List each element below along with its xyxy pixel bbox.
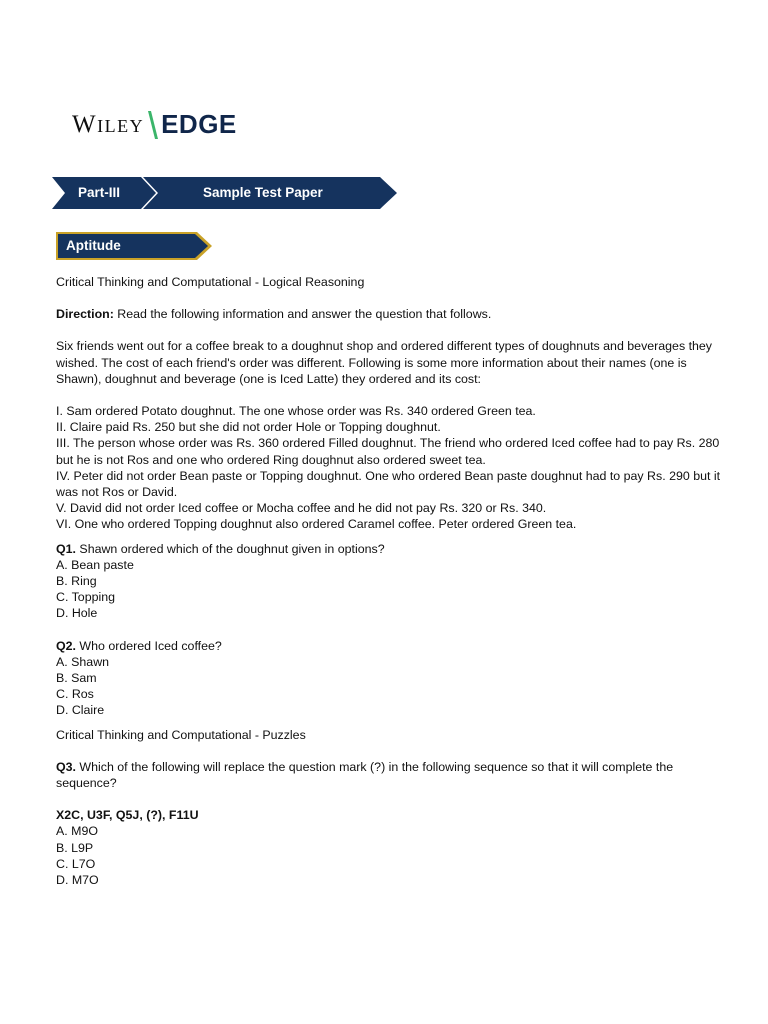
option: C. Topping <box>56 590 116 605</box>
option: A. M9O <box>56 824 98 839</box>
intro-paragraph: Six friends went out for a coffee break to a doughnut shop and ordered different types of doughnuts and beverages they wished. The cost of each friend's order was different. Following is some more information about their names (one is Shawn), doughnut and beverage (one is Iced Latte) they ordered and its cost: <box>56 339 713 386</box>
option: D. Hole <box>56 606 98 621</box>
direction <box>56 306 728 322</box>
logo-wiley: Wiley <box>72 110 145 138</box>
clue: II. Claire paid Rs. 250 but she did not order Hole or Topping doughnut. <box>56 420 441 435</box>
question-1-label: Q1. <box>56 541 76 556</box>
option: A. Shawn <box>56 654 110 669</box>
clue: VI. One who ordered Topping doughnut also ordered Caramel coffee. Peter ordered Green tea. <box>56 517 577 532</box>
clue: I. Sam ordered Potato doughnut. The one whose order was Rs. 340 ordered Green tea. <box>56 404 536 419</box>
option: D. M7O <box>56 873 99 888</box>
question-1-text: Shawn ordered which of the doughnut given in options? <box>75 541 385 556</box>
question-3-sequence: X2C, U3F, Q5J, (?), F11U <box>56 808 199 823</box>
heading-puzzles: Critical Thinking and Computational - Puzzles <box>56 727 306 742</box>
option: A. Bean paste <box>56 557 134 572</box>
wiley-edge-logo <box>72 104 237 144</box>
option: B. Sam <box>56 671 97 686</box>
part-banner <box>50 176 400 210</box>
option: B. L9P <box>56 840 94 855</box>
section-tag-aptitude <box>56 231 216 261</box>
logo-edge: EDGE <box>161 109 237 139</box>
option: C. Ros <box>56 687 94 702</box>
question-3-label: Q3. <box>56 759 76 774</box>
clue: III. The person whose order was Rs. 360 ordered Filled doughnut. The friend who ordered Iced coffee had to pay Rs. 280 but he is not Ros and one who ordered Ring doughnut also ordered sweet tea. <box>56 436 720 467</box>
option: D. Claire <box>56 703 105 718</box>
question-2 <box>56 638 728 654</box>
section-title: Aptitude <box>66 238 121 253</box>
direction-label: Direction: <box>56 307 114 322</box>
banner-title: Sample Test Paper <box>203 185 323 200</box>
direction-text: Read the following information and answer the question that follows. <box>113 307 492 322</box>
logo-slash-icon <box>148 109 158 139</box>
question-1 <box>56 541 728 557</box>
part-label: Part-III <box>78 185 121 200</box>
question-2-label: Q2. <box>56 638 76 653</box>
test-content <box>56 274 728 888</box>
question-2-text: Who ordered Iced coffee? <box>75 638 222 653</box>
clue: IV. Peter did not order Bean paste or Topping doughnut. One who ordered Bean paste doughnut had to pay Rs. 290 but it was not Ros or David. <box>56 468 721 500</box>
question-3 <box>56 759 728 791</box>
option: C. L7O <box>56 856 96 871</box>
option: B. Ring <box>56 574 97 589</box>
question-3-text: Which of the following will replace the question mark (?) in the following sequence so that it will complete the sequence? <box>56 759 674 791</box>
clue: V. David did not order Iced coffee or Mocha coffee and he did not pay Rs. 320 or Rs. 340. <box>56 501 547 516</box>
heading-logical-reasoning: Critical Thinking and Computational - Logical Reasoning <box>56 275 365 289</box>
